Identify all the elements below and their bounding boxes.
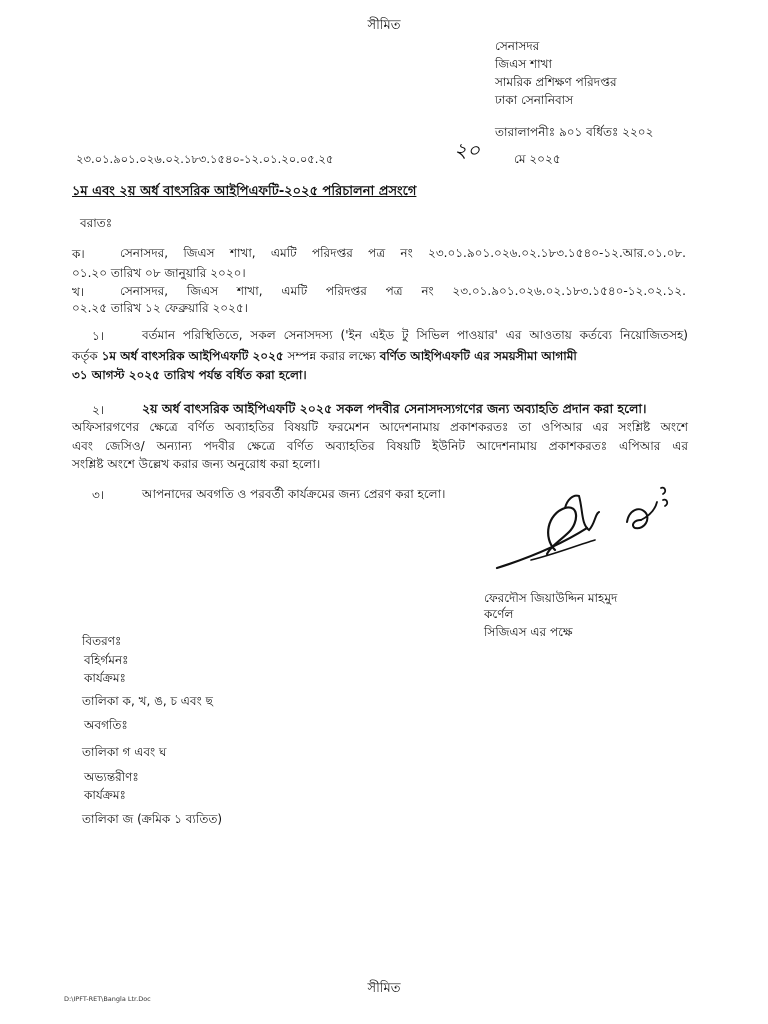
paragraph-line bbox=[72, 348, 577, 364]
reference-marker: খ। bbox=[72, 285, 85, 299]
paragraph-line: বর্তমান পরিস্থিতিতে, সকল সেনাসদস্য ('ইন এইড টু সিভিল পাওয়ার' এর আওতায় কর্তব্যে নিয়োজিতসহ) bbox=[142, 328, 688, 342]
distribution-list: তালিকা গ এবং ঘ bbox=[82, 745, 167, 759]
reference-line: সেনাসদর, জিএস শাখা, এমটি পরিদপ্তর পত্র নং ২৩.০১.৯০১.০২৬.০২.১৮৩.১৫৪০-১২.আর.০১.০৮. bbox=[120, 246, 686, 260]
paragraph-line: এবং জেসিও/ অন্যান্য পদবীর ক্ষেত্রে বর্ণিত অব্যাহতির বিষয়টি ইউনিট আদেশনামায় প্রকাশকরতঃ এপিআর এর bbox=[72, 439, 688, 453]
paragraph-line: ৩১ আগস্ট ২০২৫ তারিখ পর্যন্ত বর্ধিত করা হলো। bbox=[72, 368, 307, 382]
footer-file-path: D:\IPFT-RET\Bangla Ltr.Doc bbox=[64, 995, 151, 1003]
distribution-external: বহির্গমনঃ bbox=[84, 653, 129, 667]
distribution-internal: অভ্যন্তরীণঃ bbox=[84, 770, 139, 784]
paragraph-line: আপনাদের অবগতি ও পরবর্তী কার্যক্রমের জন্য প্রেরণ করা হলো। bbox=[142, 487, 446, 501]
text-run-bold: বর্ণিত আইপিএফটি এর সময়সীমা আগামী bbox=[379, 349, 577, 363]
distribution-action: কার্যক্রমঃ bbox=[84, 671, 126, 685]
sender-line-4: ঢাকা সেনানিবাস bbox=[495, 93, 574, 107]
references-heading: বরাতঃ bbox=[80, 216, 113, 230]
text-run-bold: ১ম অর্ধ বাৎসরিক আইপিএফটি ২০২৫ bbox=[101, 349, 284, 363]
paragraph-number: ৩। bbox=[92, 488, 105, 502]
handwritten-date-day: ২০ bbox=[454, 138, 481, 162]
paragraph-line: ২য় অর্ধ বাৎসরিক আইপিএফটি ২০২৫ সকল পদবীর সেনাসদস্যগণের জন্য অব্যাহতি প্রদান করা হলো। bbox=[142, 401, 647, 416]
date-month-year: মে ২০২৫ bbox=[514, 152, 561, 166]
subject-line: ১ম এবং ২য় অর্ধ বাৎসরিক আইপিএফটি-২০২৫ পরিচালনা প্রসংগে bbox=[72, 184, 417, 199]
reference-marker: ক। bbox=[72, 247, 85, 261]
text-run: কর্তৃক bbox=[72, 349, 102, 363]
signatory-name: ফেরদৌস জিয়াউদ্দিন মাহমুদ bbox=[484, 591, 618, 605]
sender-line-1: সেনাসদর bbox=[495, 39, 540, 53]
signatory-on-behalf: সিজিএস এর পক্ষে bbox=[484, 625, 573, 639]
paragraph-number: ২। bbox=[92, 403, 105, 417]
sender-line-2: জিএস শাখা bbox=[495, 57, 552, 71]
handwritten-signature bbox=[495, 480, 685, 580]
paragraph-number: ১। bbox=[92, 329, 105, 343]
distribution-list: তালিকা জ (ক্রমিক ১ ব্যতিত) bbox=[82, 812, 223, 826]
distribution-action: কার্যক্রমঃ bbox=[84, 788, 126, 802]
paragraph-line: সংশ্লিষ্ট অংশে উল্লেখ করার জন্য অনুরোধ করা হলো। bbox=[72, 457, 321, 471]
sender-phone: তারালাপনীঃ ৯০১ বর্ধিতঃ ২২০২ bbox=[495, 125, 654, 139]
reference-number: ২৩.০১.৯০১.০২৬.০২.১৮৩.১৫৪০-১২.০১.২০.০৫.২৫ bbox=[76, 152, 334, 166]
sender-line-3: সামরিক প্রশিক্ষণ পরিদপ্তর bbox=[495, 75, 617, 89]
classification-top: সীমিত bbox=[367, 18, 401, 33]
classification-bottom: সীমিত bbox=[367, 981, 401, 996]
distribution-heading: বিতরণঃ bbox=[82, 634, 122, 648]
distribution-list: তালিকা ক, খ, ঙ, চ এবং ছ bbox=[82, 694, 213, 708]
reference-line: ০১.২০ তারিখ ০৮ জানুয়ারি ২০২০। bbox=[72, 266, 246, 280]
distribution-info-heading: অবগতিঃ bbox=[84, 718, 128, 732]
reference-line: ০২.২৫ তারিখ ১২ ফেব্রুয়ারি ২০২৫। bbox=[72, 301, 248, 315]
text-run: সম্পন্ন করার লক্ষ্যে bbox=[283, 349, 380, 363]
reference-line: সেনাসদর, জিএস শাখা, এমটি পরিদপ্তর পত্র নং ২৩.০১.৯০১.০২৬.০২.১৮৩.১৫৪০-১২.০২.১২. bbox=[120, 284, 686, 298]
signatory-rank: কর্ণেল bbox=[484, 607, 514, 621]
paragraph-line: অফিসারগণের ক্ষেত্রে বর্ণিত অব্যাহতির বিষয়টি ফরমেশন আদেশনামায় প্রকাশকরতঃ তা ওপিআর এর সংশ্লিষ্ট অংশে bbox=[72, 420, 688, 434]
